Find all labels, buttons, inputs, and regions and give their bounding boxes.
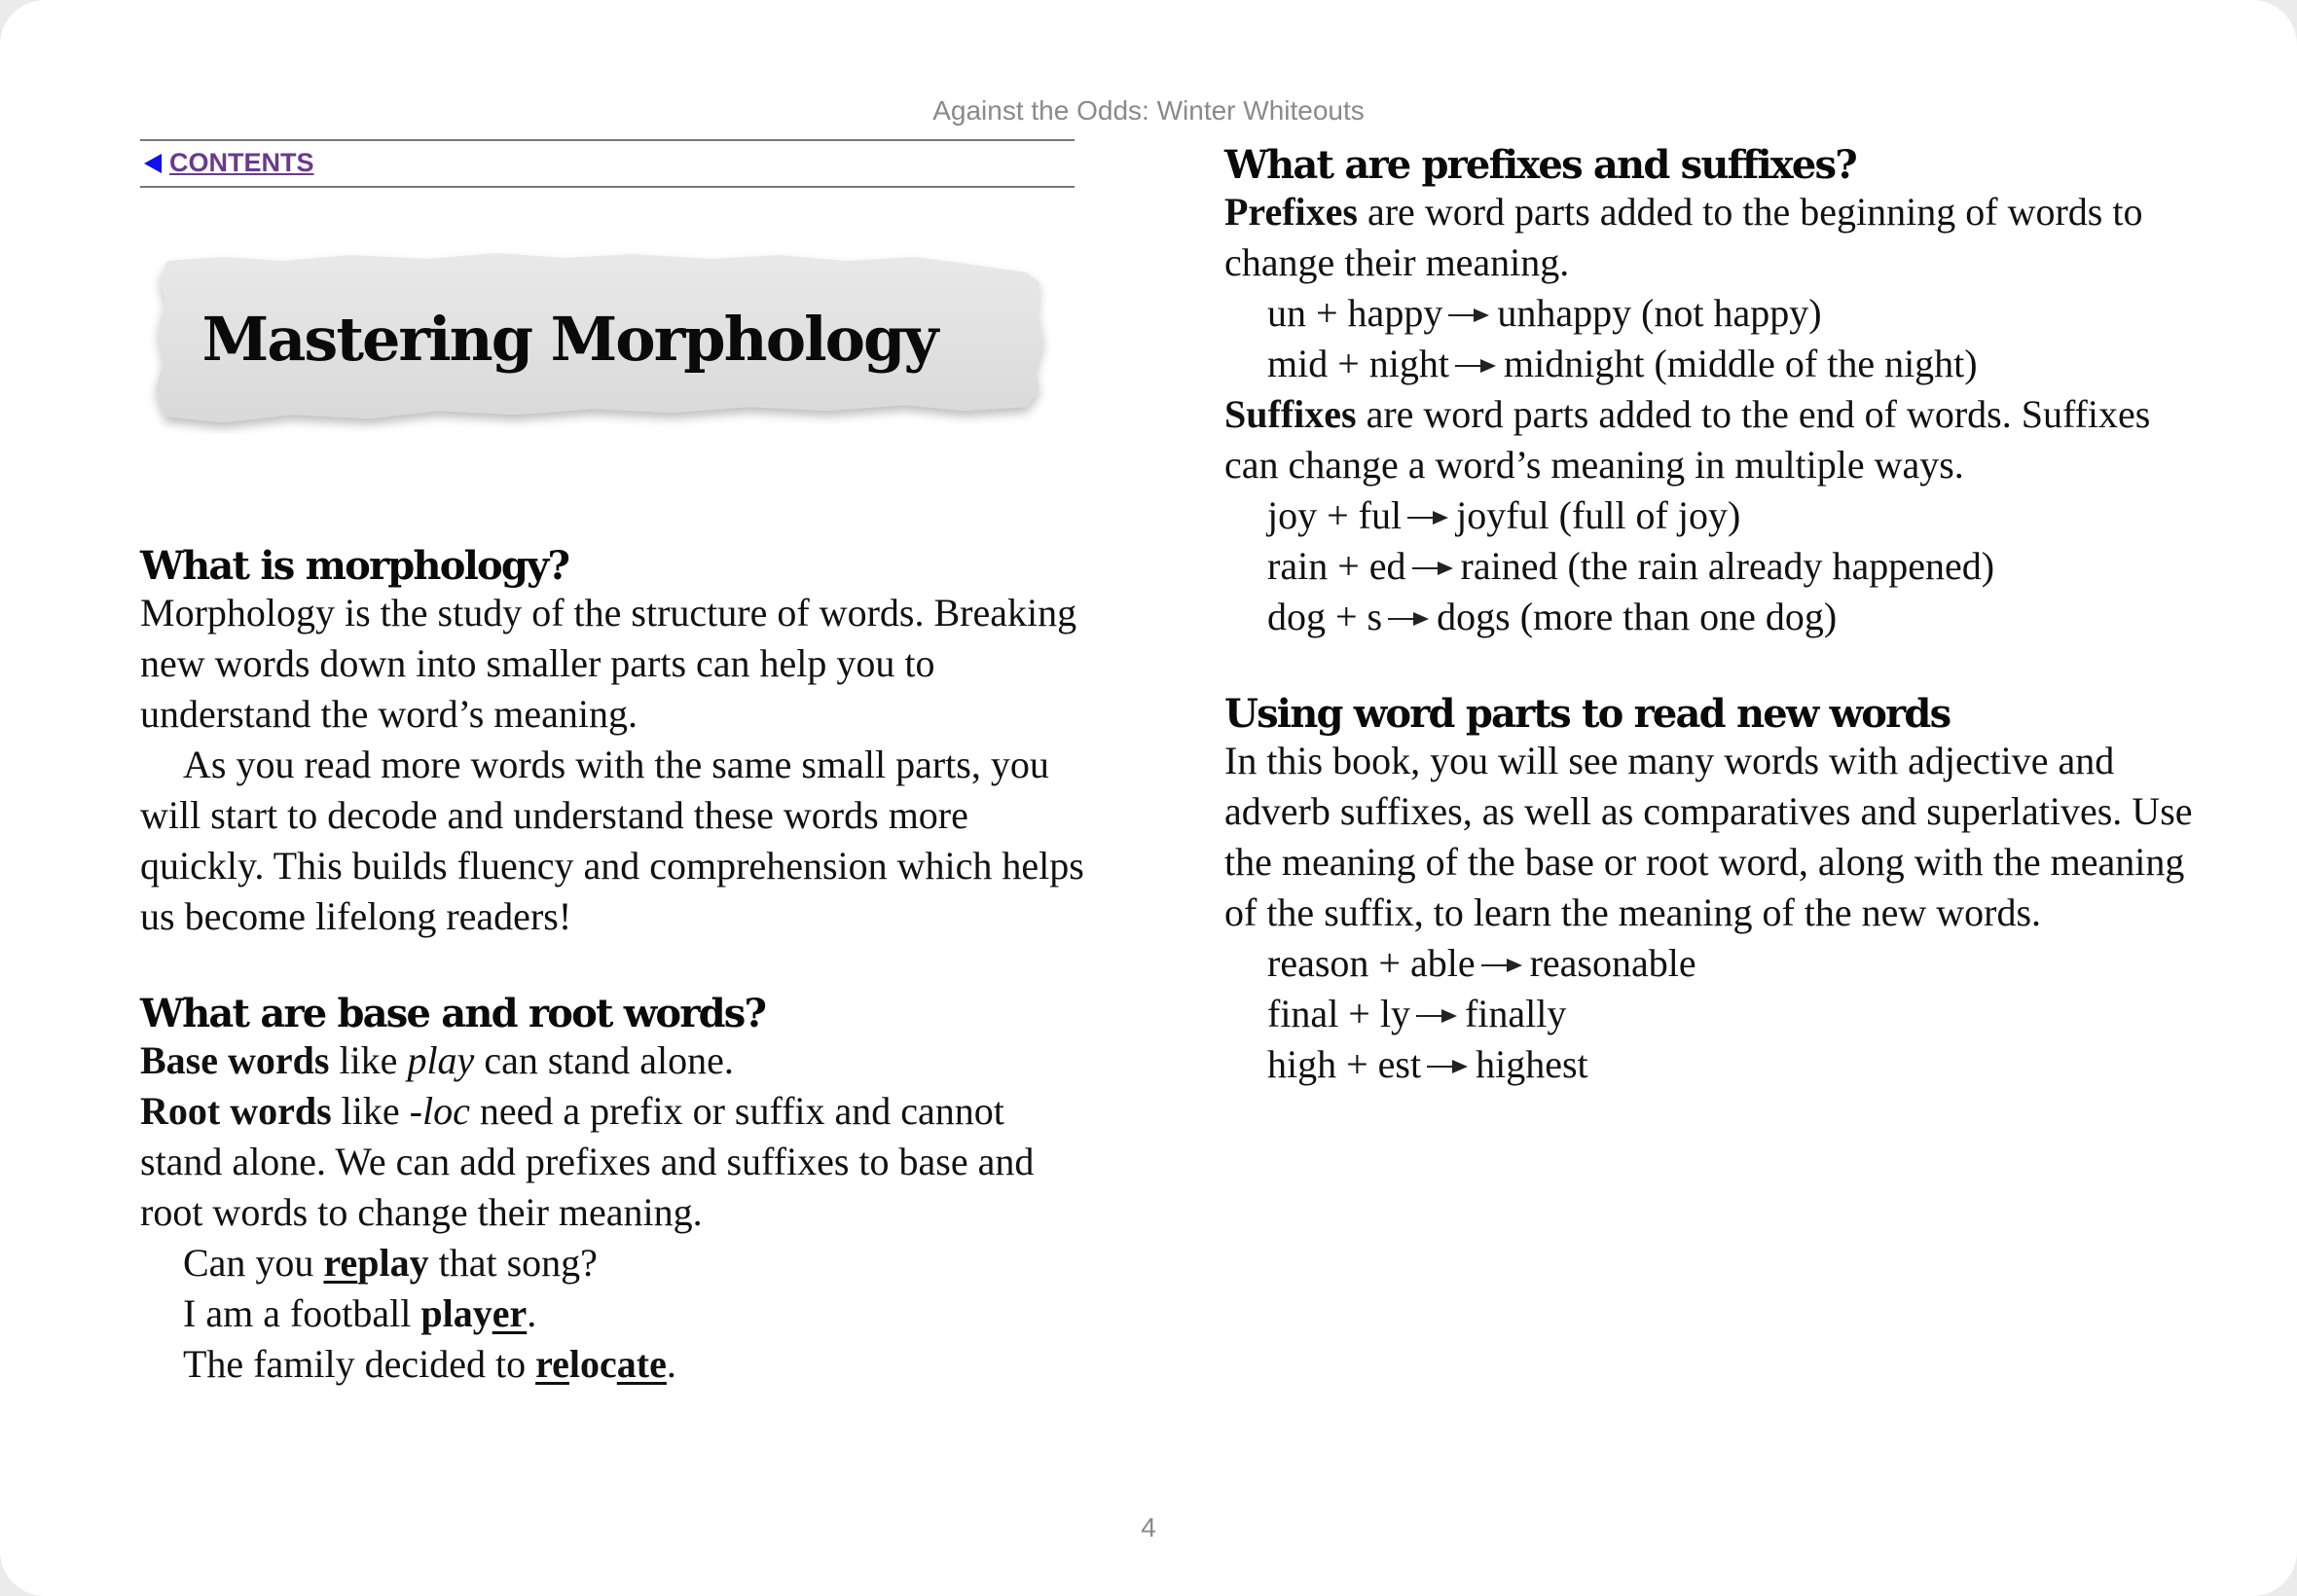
text-run: Can you [183, 1241, 324, 1285]
text-run: The family decided to [183, 1342, 536, 1386]
example-sentence [140, 1339, 1094, 1390]
word-example [1224, 989, 2198, 1039]
text-run: I am a football [183, 1291, 421, 1335]
section-heading-morphology: What is morphology? [140, 543, 569, 589]
word-result: midnight (middle of the night) [1504, 342, 1978, 385]
word-result: highest [1476, 1042, 1588, 1086]
section-heading-base-root: What are base and root words? [140, 991, 766, 1036]
suffix-part: er [492, 1291, 528, 1335]
text-run: . [527, 1291, 537, 1335]
root-words-definition [140, 1086, 1094, 1238]
text-run: like [331, 1089, 410, 1133]
text-run: need a prefix or suffix and cannot stand alone. We can add prefixes and suffixes to base and root words to change their meaning. [140, 1089, 1035, 1234]
base-part: play [420, 1291, 492, 1335]
word-result: unhappy (not happy) [1497, 291, 1822, 335]
morphology-paragraph-1: Morphology is the study of the structure of words. Breaking new words down into smaller parts can help you to understand the word’s meaning. [140, 591, 1077, 736]
running-header: Against the Odds: Winter Whiteouts [932, 95, 1365, 126]
prefix-example [1224, 288, 2198, 339]
word-parts: rain + ed [1267, 544, 1406, 588]
prefixes-term: Prefixes [1224, 190, 1358, 234]
suffix-example [1224, 592, 2198, 642]
text-run: can stand alone. [474, 1038, 734, 1082]
word-parts: high + est [1267, 1042, 1422, 1086]
contents-nav-bar [140, 139, 1075, 188]
section-heading-prefixes-suffixes: What are prefixes and suffixes? [1224, 142, 1856, 188]
prefix-part: re [323, 1241, 358, 1285]
right-arrow-icon [1448, 308, 1491, 322]
word-parts: un + happy [1267, 291, 1443, 335]
word-result: joyful (full of joy) [1456, 493, 1741, 537]
example-sentence [140, 1288, 1094, 1339]
example-sentence [140, 1238, 1094, 1288]
contents-link-label: CONTENTS [169, 148, 314, 177]
word-result: rained (the rain already happened) [1460, 544, 1995, 588]
morphology-paragraph-2: As you read more words with the same small parts, you will start to decode and understand these words more quickly. This builds fluency and comprehension which helps us become lifelong readers! [140, 743, 1084, 938]
word-parts: joy + ful [1267, 493, 1403, 537]
right-arrow-icon [1412, 562, 1455, 575]
text-run: like [329, 1038, 408, 1082]
contents-link[interactable] [144, 148, 314, 178]
word-example [1224, 938, 2198, 989]
suffix-example [1224, 490, 2198, 541]
root-part: lo [568, 1342, 601, 1386]
word-parts: reason + able [1267, 941, 1476, 985]
word-parts: mid + night [1267, 342, 1450, 385]
suffixes-term: Suffixes [1224, 392, 1357, 436]
word-parts: dog + s [1267, 595, 1383, 638]
text-run: are word parts added to the beginning of words to change their meaning. [1224, 190, 2143, 284]
suffix-example [1224, 541, 2198, 592]
title-banner [146, 243, 1061, 434]
right-arrow-icon [1416, 1009, 1459, 1023]
suffixes-definition [1224, 389, 2198, 490]
base-part: play [357, 1241, 429, 1285]
prefix-part: re [535, 1342, 569, 1386]
right-arrow-icon [1407, 511, 1450, 525]
word-parts-paragraph: In this book, you will see many words with adjective and adverb suffixes, as well as comparatives and superlatives. Use the meaning of the base or root word, along with the meaning of the suffix, to learn the meaning of the new words. [1224, 739, 2193, 934]
word-result: finally [1464, 992, 1567, 1035]
root-words-term: Root words [140, 1089, 332, 1133]
section-heading-word-parts: Using word parts to read new words [1224, 691, 1951, 737]
base-words-term: Base words [140, 1038, 330, 1082]
banner-title: Mastering Morphology [201, 303, 937, 375]
text-run: . [666, 1342, 676, 1386]
page-number: 4 [1141, 1512, 1156, 1542]
prefix-example [1224, 339, 2198, 389]
text-run: are word parts added to the end of words. Suffixes can change a word’s meaning in multiple ways. [1224, 392, 2151, 487]
right-column [1224, 144, 2198, 1090]
word-parts: final + ly [1267, 992, 1410, 1035]
right-arrow-icon [1481, 959, 1524, 972]
word-result: reasonable [1529, 941, 1696, 985]
text-run: that song? [428, 1241, 598, 1285]
prefixes-definition [1224, 187, 2198, 288]
word-example [1224, 1039, 2198, 1090]
base-words-definition [140, 1035, 1094, 1086]
right-arrow-icon [1455, 359, 1498, 373]
left-column [140, 545, 1094, 1390]
word-result: dogs (more than one dog) [1437, 595, 1838, 638]
suffix-part: ate [616, 1342, 667, 1386]
base-example: play [407, 1038, 475, 1082]
right-arrow-icon [1388, 612, 1431, 626]
left-triangle-icon [144, 154, 162, 173]
root-example: -loc [409, 1089, 470, 1133]
right-arrow-icon [1427, 1060, 1470, 1073]
root-part: c [600, 1342, 617, 1386]
